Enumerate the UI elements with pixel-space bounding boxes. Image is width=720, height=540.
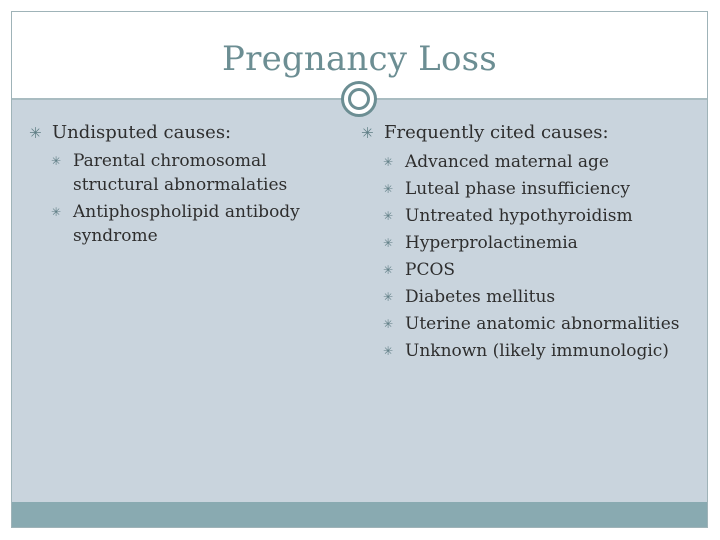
- left-column: [22, 121, 332, 251]
- asterisk-bullet-icon: ✳: [383, 344, 394, 358]
- list-item: [22, 149, 332, 200]
- asterisk-bullet-icon: ✳: [383, 236, 394, 250]
- list-item: [22, 200, 332, 251]
- circle-ornament-icon: [341, 81, 377, 117]
- slide-title: Pregnancy Loss: [222, 39, 497, 79]
- list-item: [354, 176, 704, 203]
- list-item-text: Luteal phase insufficiency: [405, 179, 630, 199]
- asterisk-bullet-icon: ✳: [383, 290, 394, 304]
- right-heading-item: [354, 121, 704, 145]
- right-column: [354, 121, 704, 365]
- right-heading: Frequently cited causes:: [384, 122, 609, 143]
- footer-band: [12, 502, 707, 527]
- left-sub-list: [22, 149, 332, 251]
- circle-ornament-inner: [348, 88, 370, 110]
- list-item-text: Unknown (likely immunologic): [405, 341, 669, 361]
- list-item: [354, 230, 704, 257]
- asterisk-bullet-icon: ✳: [29, 124, 42, 142]
- left-heading-item: [22, 121, 332, 145]
- asterisk-bullet-icon: ✳: [51, 205, 62, 219]
- slide: [11, 11, 708, 528]
- list-item-text: Diabetes mellitus: [405, 287, 556, 307]
- asterisk-bullet-icon: ✳: [383, 209, 394, 223]
- list-item-text: PCOS: [405, 260, 456, 280]
- right-sub-list: [354, 149, 704, 365]
- list-item: [354, 149, 704, 176]
- asterisk-bullet-icon: ✳: [383, 317, 394, 331]
- list-item-text: Advanced maternal age: [405, 152, 609, 172]
- asterisk-bullet-icon: ✳: [383, 155, 394, 169]
- list-item: [354, 203, 704, 230]
- list-item-text: Untreated hypothyroidism: [405, 206, 633, 226]
- asterisk-bullet-icon: ✳: [383, 263, 394, 277]
- list-item: [354, 284, 704, 311]
- list-item-text: Hyperprolactinemia: [405, 233, 578, 253]
- list-item-text: Parental chromosomal structural abnormalaties: [73, 151, 288, 195]
- list-item: [354, 338, 704, 365]
- asterisk-bullet-icon: ✳: [383, 182, 394, 196]
- list-item-text: Uterine anatomic abnormalities: [405, 314, 680, 334]
- list-item: [354, 311, 704, 338]
- list-item-text: Antiphospholipid antibody syndrome: [73, 202, 300, 246]
- list-item: [354, 257, 704, 284]
- left-heading: Undisputed causes:: [52, 122, 232, 143]
- asterisk-bullet-icon: ✳: [361, 124, 374, 142]
- asterisk-bullet-icon: ✳: [51, 154, 62, 168]
